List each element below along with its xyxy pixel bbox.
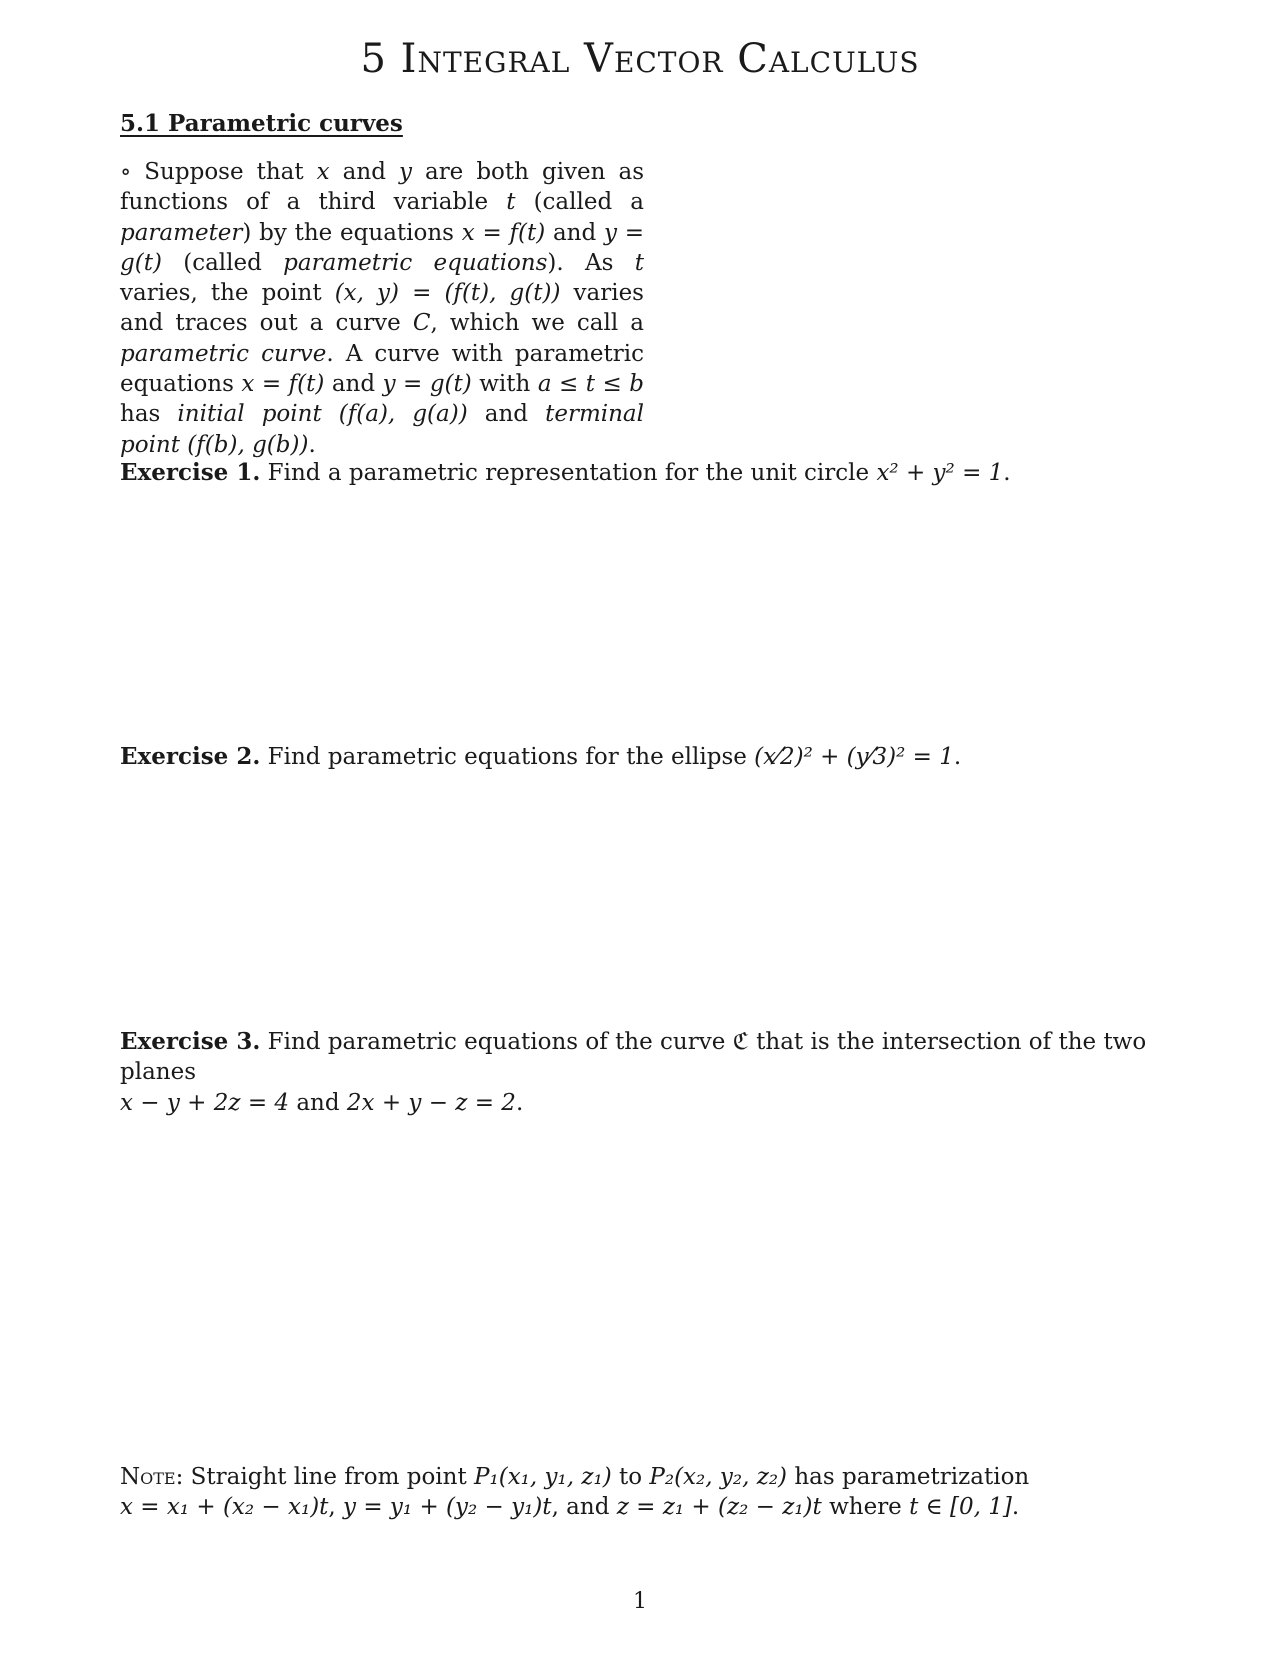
chapter-title: Integral Vector Calculus — [400, 36, 920, 82]
chapter-heading — [0, 36, 1280, 82]
bullet-icon: ∘ — [120, 159, 132, 185]
page-number: 1 — [633, 1589, 647, 1614]
exercise-1: Exercise 1. Find a parametric representation for the unit circle x² + y² = 1. — [120, 459, 1011, 486]
note-label: Note: — [120, 1464, 184, 1490]
exercise-3: Exercise 3. Find parametric equations of the curve ℭ that is the intersection of the two planes x − y + 2z = 4 and 2x + y − z = 2. — [120, 1028, 1147, 1116]
intro-paragraph: ∘ Suppose that x and y are both given as functions of a third variable t (called a parameter) by the equations x = f(t) and y = g(t) (called parametric equations). As t varies, the point (x, y) = (f(t), g(t)) varies and traces out a curve C, which we call a parametric curve. A curve with parametric equations x = f(t) and y = g(t) with a ≤ t ≤ b has initial point (f(a), g(a)) and terminal point (f(b), g(b)). — [120, 159, 645, 458]
note-paragraph: Note: Straight line from point P₁(x₁, y₁, z₁) to P₂(x₂, y₂, z₂) has parametrization x = x₁ + (x₂ − x₁)t, y = y₁ + (y₂ − y₁)t, and z = z₁ + (z₂ − z₁)t where t ∈ [0, 1]. — [120, 1464, 1030, 1521]
exercise-label: Exercise 1. — [120, 459, 261, 486]
exercise-label: Exercise 2. — [120, 743, 261, 770]
chapter-number: 5 — [360, 36, 387, 82]
exercise-label: Exercise 3. — [120, 1028, 261, 1055]
section-title: 5.1 Parametric curves — [120, 110, 403, 137]
exercise-2: Exercise 2. Find parametric equations for the ellipse (x⁄2)² + (y⁄3)² = 1. — [120, 743, 962, 770]
